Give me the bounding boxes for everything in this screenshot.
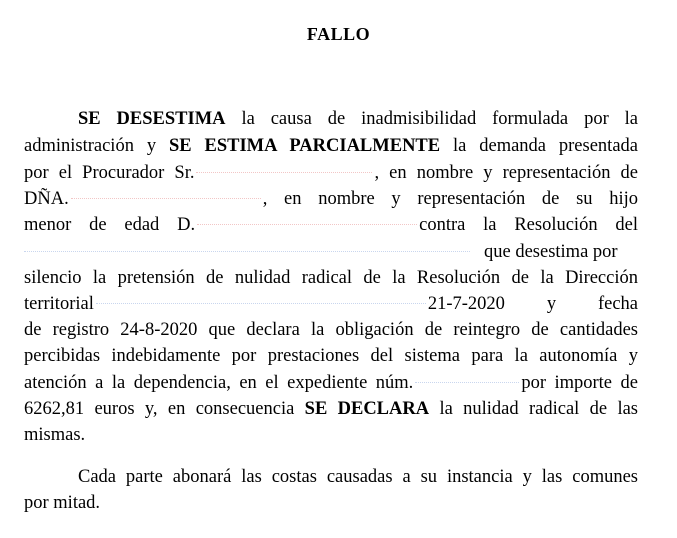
p1-l12-text-a: 6262,81 euros y, en consecuencia xyxy=(24,399,295,419)
paragraph1-line-13 xyxy=(24,422,638,448)
paragraph1-line-5 xyxy=(24,212,638,238)
paragraph1-line-1 xyxy=(24,106,638,132)
paragraph1-line-12 xyxy=(24,396,638,422)
p1-l5-text-b: contra la Resolución del xyxy=(419,215,638,235)
paragraph1-line-4 xyxy=(24,186,638,212)
p1-l2-text-c: la demanda presentada xyxy=(453,136,638,156)
p1-l8-text-b: 21-7-2020 y fecha xyxy=(427,294,638,314)
p1-l11-text-a: atención a la dependencia, en el expediente núm. xyxy=(24,373,414,393)
document-title: FALLO xyxy=(306,24,371,44)
p1-l9-text: de registro 24-8-2020 que declara la obligación de reintegro de cantidades xyxy=(24,320,638,340)
p1-l1-text: la causa de inadmisibilidad formulada por la xyxy=(241,109,638,129)
paragraph1-line-9 xyxy=(24,317,638,343)
paragraph1-line-11 xyxy=(24,370,638,396)
p1-l4-text-b: , en nombre y representación de su hijo xyxy=(262,189,638,209)
p1-l6-text: que desestima por xyxy=(484,242,618,262)
paragraph2-line-1 xyxy=(24,464,638,490)
paragraph2-line-2 xyxy=(24,490,638,516)
paragraph1-line-6 xyxy=(24,239,638,265)
p1-l12-text-c: la nulidad radical de las xyxy=(439,399,639,419)
p1-l11-text-b: por importe de xyxy=(521,373,638,393)
se-declara-text: SE DECLARA xyxy=(304,399,430,419)
redaction-expediente xyxy=(415,382,519,385)
paragraph1-line-10 xyxy=(24,343,638,369)
p1-l2-text-a: administración y xyxy=(24,136,157,156)
redaction-procurador xyxy=(196,172,372,175)
redaction-direccion-territorial xyxy=(96,303,426,306)
p1-l5-text-a: menor de edad D. xyxy=(24,215,196,235)
p2-l2-text: por mitad. xyxy=(24,493,101,513)
cut-off-next-line xyxy=(24,528,638,538)
p2-l1-text: Cada parte abonará las costas causadas a su instancia y las comunes xyxy=(78,467,638,487)
p1-l3-text-b: , en nombre y representación de xyxy=(374,163,639,183)
redaction-dna xyxy=(71,198,261,201)
p1-l4-text-a: DÑA. xyxy=(24,189,69,209)
paragraph1-line-8 xyxy=(24,291,638,317)
paragraph1-line-2 xyxy=(24,133,638,159)
p1-l7-text: silencio la pretensión de nulidad radical de la Resolución de la Dirección xyxy=(24,268,638,288)
redaction-resolucion xyxy=(24,251,470,254)
p1-l3-text-a: por el Procurador Sr. xyxy=(24,163,195,183)
se-desestima-text: SE DESESTIMA xyxy=(78,109,226,129)
p1-l13-text: mismas. xyxy=(24,425,86,445)
p1-l8-text-a: territorial xyxy=(24,294,94,314)
paragraph1-line-7 xyxy=(24,265,638,291)
se-estima-parcialmente-text: SE ESTIMA PARCIALMENTE xyxy=(168,136,441,156)
paragraph1-line-3 xyxy=(24,160,638,186)
p1-l10-text: percibidas indebidamente por prestaciones del sistema para la autonomía y xyxy=(24,346,638,366)
redaction-menor xyxy=(197,224,417,227)
